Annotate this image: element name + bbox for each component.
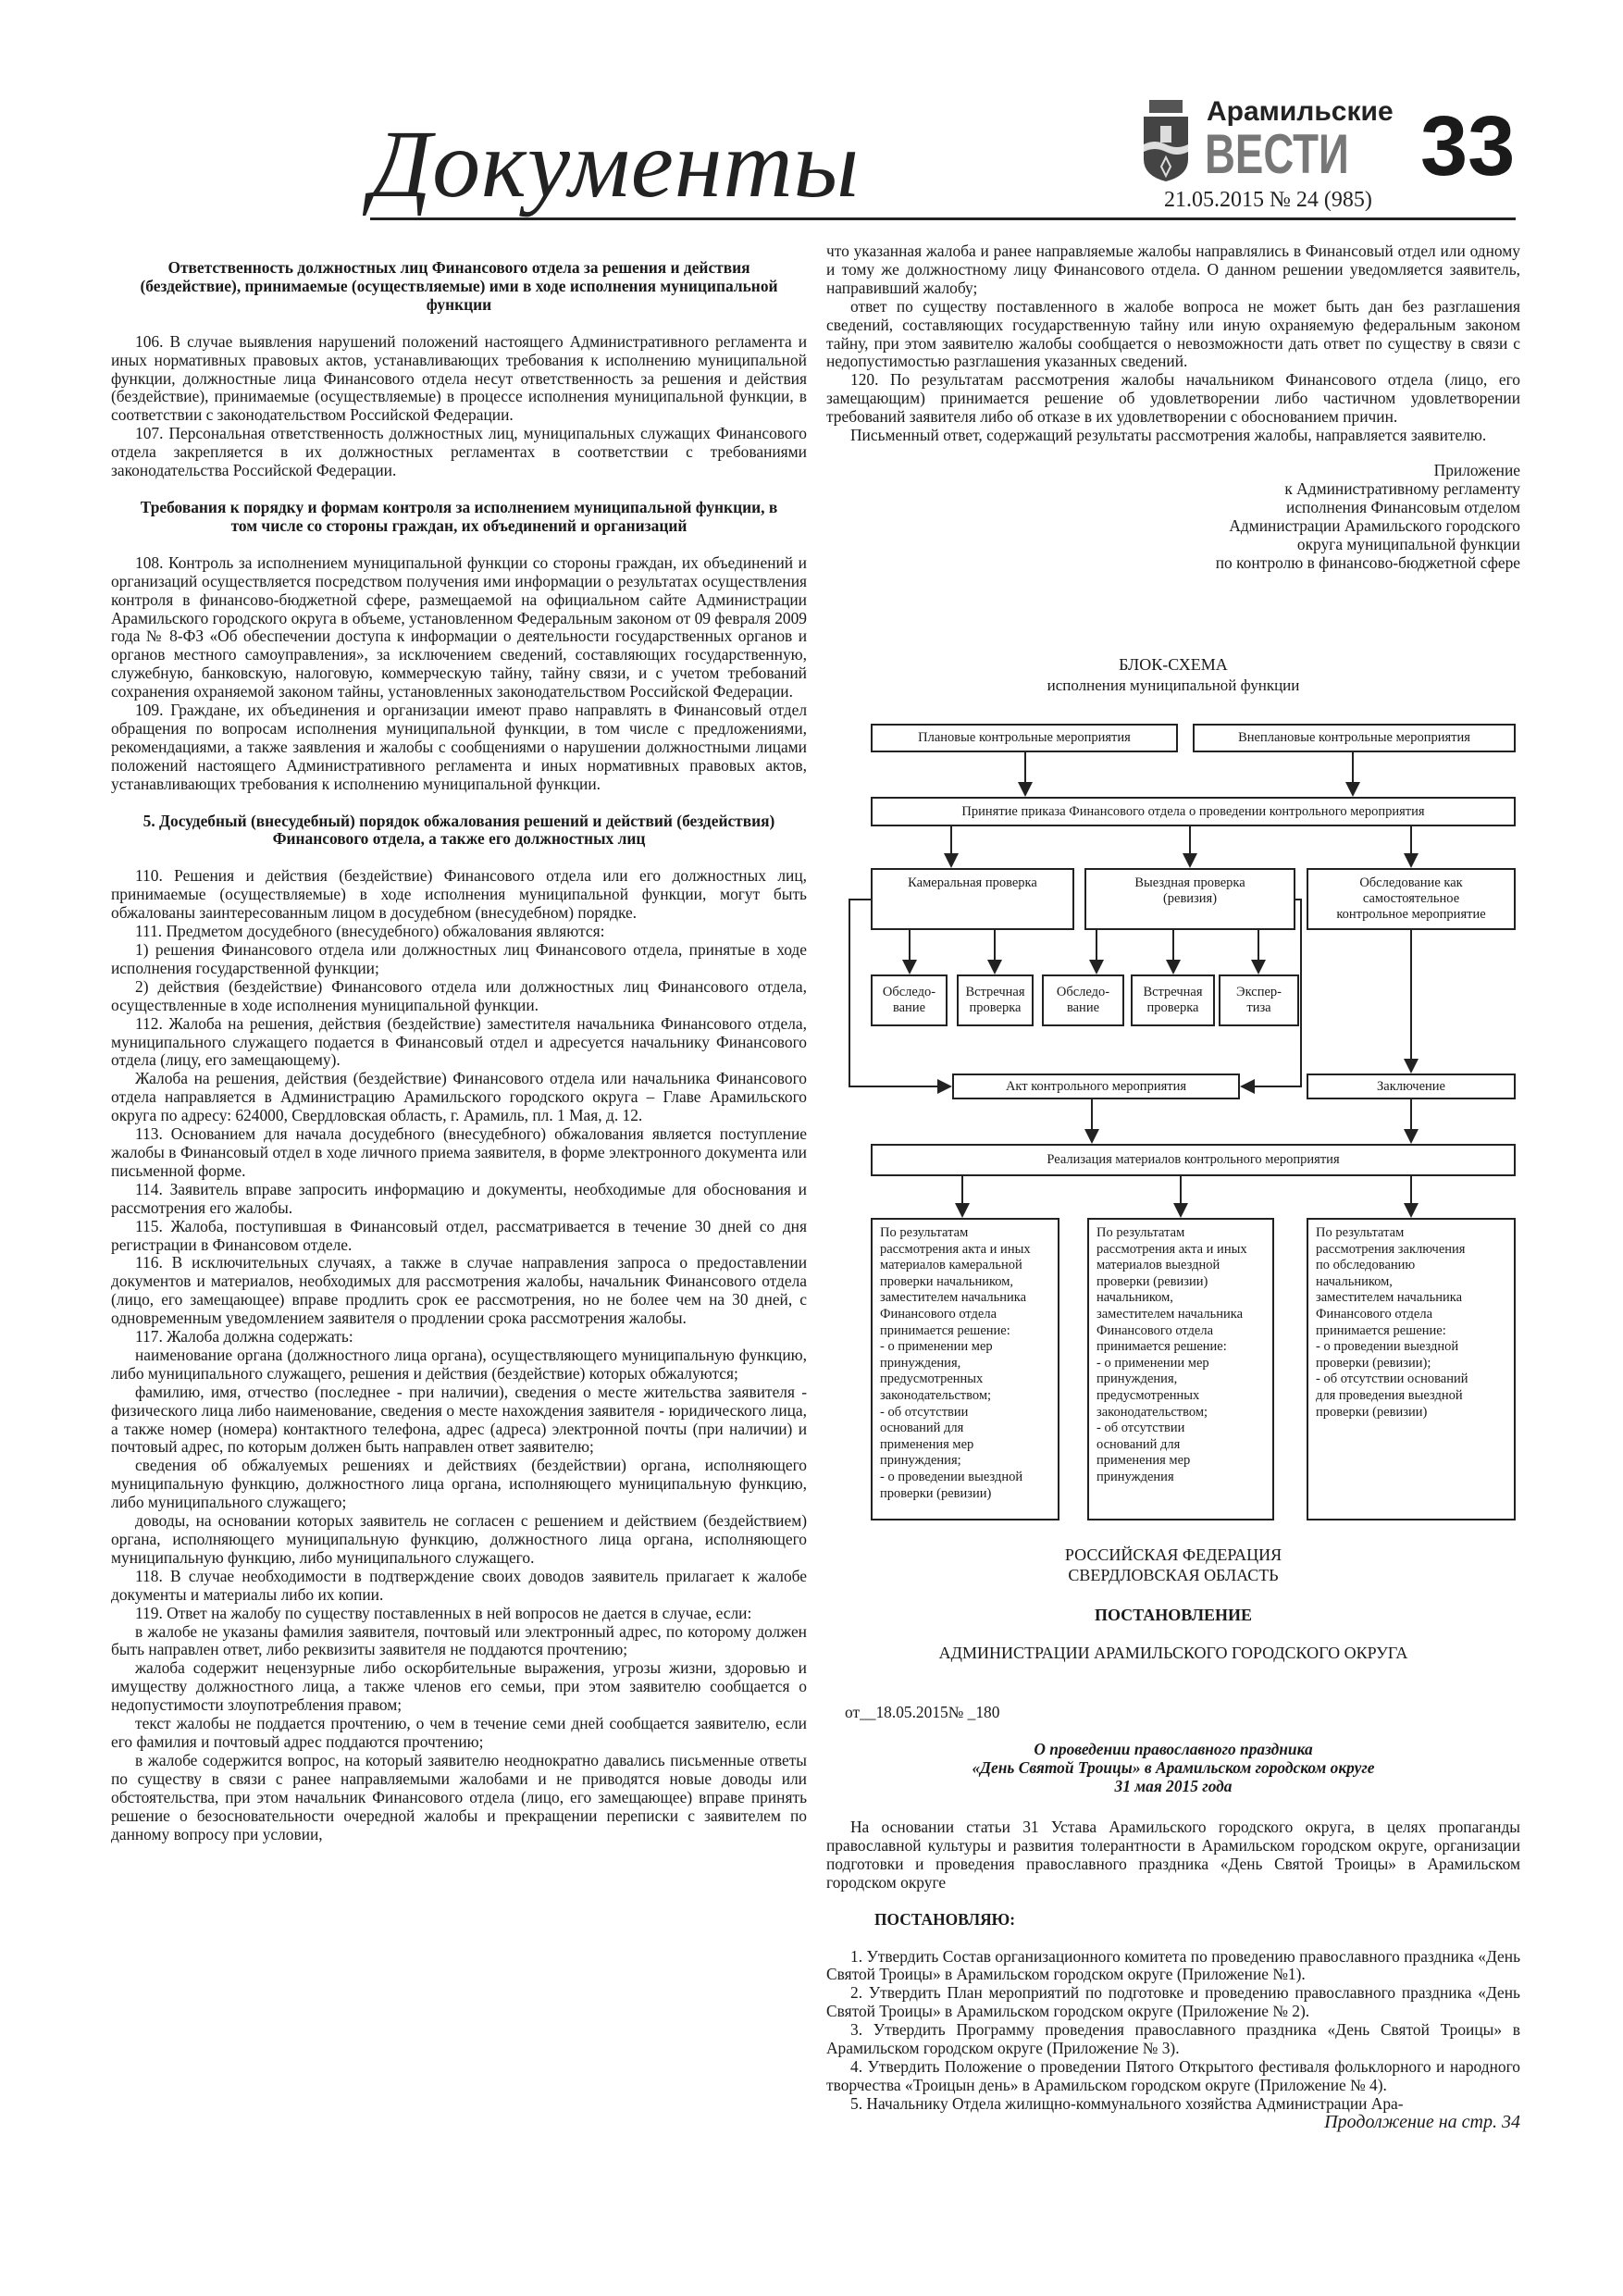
decree-type: ПОСТАНОВЛЕНИЕ — [1094, 1606, 1253, 1624]
decree-country: РОССИЙСКАЯ ФЕДЕРАЦИЯ — [1064, 1545, 1282, 1564]
section-title: Документы — [370, 111, 861, 217]
paragraph: 119. Ответ на жалобу по существу поставленных в ней вопросов не дается в случае, если: — [135, 1603, 752, 1622]
paragraph: 107. Персональная ответственность должностных лиц, муниципальных служащих Финансового отдела закрепляется в их должностных регламентах в соответствии с требованиями законодательства Российской Федерации. — [111, 424, 807, 480]
newspaper-name-line2: ВЕСТИ — [1205, 123, 1349, 185]
page-number: 33 — [1420, 99, 1516, 193]
box-result-field: По результатам рассмотрения акта и иных материалов выездной проверки (ревизии) начальником, заместителем начальника Финансового отдела принимается решение: - о применении мер принуждения, предусмотренных законодательством; - об отсутствии оснований для применения мер принуждения — [1087, 1218, 1274, 1520]
flowchart-subtitle: исполнения муниципальной функции — [1047, 676, 1300, 694]
box-survey: Обследование как самостоятельное контрольное мероприятие — [1307, 868, 1516, 930]
paragraph: Письменный ответ, содержащий результаты рассмотрения жалобы, направляется заявителю. — [850, 426, 1487, 445]
appendix-line: исполнения Финансовым отделом — [1286, 497, 1520, 516]
spacer — [111, 536, 807, 554]
paragraph: в жалобе содержится вопрос, на который заявителю неоднократно давались письменные ответы по существу в связи с ранее направляемыми жалобами и не приводятся новые доводы или обстоятельства, при этом начальник Финансового отдела (лицо, его замещающее) вправе принять решение о безосновательности очередной жалобы и прекращении переписки с заявителем по данному вопросу при условии, — [111, 1750, 807, 1843]
newspaper-logo — [1140, 98, 1408, 187]
paragraph: 109. Граждане, их объединения и организации имеют право направлять в Финансовый отдел обращения по вопросам исполнения муниципальной функции, в том числе с предложениями, рекомендациями, а также заявления и жалобы с сообщениями о нарушении должностными лицами положений настоящего Административного регламента и иных нормативных правовых актов, устанавливающих требования к исполнению муниципальной функции. — [111, 701, 807, 793]
box-field-audit: Выездная проверка (ревизия) — [1084, 868, 1295, 930]
paragraph: ответ по существу поставленного в жалобе вопроса не может быть дан без разглашения сведений, составляющих государственную тайну или иную охраняемую федеральным законом тайну, при этом заявителю жалобы сообщается о невозможности дать ответ по существу в связи с недопустимостью разглашения указанных сведений. — [826, 296, 1520, 371]
appendix-line: к Административному регламенту — [1284, 478, 1520, 498]
issue-info: 21.05.2015 № 24 (985) — [1164, 188, 1372, 212]
decree-title-line: «День Святой Троицы» в Арамильском городском округе — [972, 1758, 1375, 1777]
right-column-top — [826, 242, 1520, 572]
box-order: Принятие приказа Финансового отдела о проведении контрольного мероприятия — [871, 797, 1516, 826]
box-planned: Плановые контрольные мероприятия — [871, 724, 1178, 752]
box-conclusion: Заключение — [1307, 1074, 1516, 1099]
spacer — [111, 849, 807, 867]
appendix-line: по контролю в финансово-бюджетной сфере — [1215, 552, 1520, 572]
paragraph: 106. В случае выявления нарушений положений настоящего Административного регламента и иных нормативных правовых актов, устанавливающих требования к исполнению муниципальной функции, должностные лица Финансового отдела несут ответственность за решения и действия (бездействие), принимаемые (осуществляемые) в процессе исполнения муниципальной функции, в соответствии с законодательством Российской Федерации. — [111, 331, 807, 425]
decree-item: 2. Утвердить План мероприятий по подготовке и проведению православного праздника «День Святой Троицы» в Арамильском городском округе (Приложение № 2). — [826, 1983, 1520, 2021]
spacer — [111, 315, 807, 333]
continued-note: Продолжение на стр. 34 — [1324, 2111, 1520, 2132]
box-result-survey: По результатам рассмотрения заключения по обследованию начальником, заместителем начальника Финансового отдела принимается решение: - о проведении выездной проверки (ревизии); - об отсутствии оснований для проведения выездной проверки (ревизии) — [1307, 1218, 1516, 1520]
flowchart-title: БЛОК-СХЕМА — [1119, 655, 1228, 674]
paragraph: Жалоба на решения, действия (бездействие) Финансового отдела или начальника Финансового отдела направляется в Администрацию Арамильского городского округа – Главе Арамильского округа по адресу: 624000, Свердловская область, г. Арамиль, пл. 1 Мая, д. 12. — [111, 1069, 807, 1125]
appendix-line: Администрации Арамильского городского — [1229, 515, 1520, 535]
decree-item: 3. Утвердить Программу проведения православного праздника «День Святой Троицы» в Арамильском городском округе (Приложение № 3). — [826, 2020, 1520, 2058]
paragraph: в жалобе не указаны фамилия заявителя, почтовый или электронный адрес, по которому должен быть направлен ответ, либо реквизиты заявителя не поддаются прочтению; — [111, 1621, 807, 1659]
decree-date-number: от__18.05.2015№ _180 — [845, 1703, 1000, 1721]
box-sub-counter-check: Встречная проверка — [1131, 974, 1215, 1026]
decree-region: СВЕРДЛОВСКАЯ ОБЛАСТЬ — [1068, 1566, 1279, 1584]
paragraph: фамилию, имя, отчество (последнее - при наличии), сведения о месте жительства заявителя - физического лица либо наименование, сведения о месте нахождения заявителя - юридического лица, а также номер (номера) контактного телефона, адрес (адреса) электронной почты (при наличии) и почтовый адрес, по которым должен быть направлен ответ заявителю; — [111, 1382, 807, 1457]
box-unplanned: Внеплановые контрольные мероприятия — [1193, 724, 1516, 752]
paragraph: жалоба содержит нецензурные либо оскорбительные выражения, угрозы жизни, здоровью и имуществу должностного лица, а также членов его семьи, при этом заявителю сообщается о недопустимости злоупотребления правом; — [111, 1658, 807, 1715]
paragraph: текст жалобы не поддается прочтению, о чем в течение семи дней сообщается заявителю, если его фамилия и почтовый адрес поддаются прочтению; — [111, 1714, 807, 1751]
decree-preamble: На основании статьи 31 Устава Арамильского городского округа, в целях пропаганды православной культуры и развития толерантности в Арамильском городском округе, организации подготовки и проведения православного праздника «День Святой Троицы» в Арамильском городском округе — [826, 1818, 1520, 1892]
paragraph: 116. В исключительных случаях, а также в случае направления запроса о предоставлении документов и материалов, необходимых для рассмотрения жалобы, начальник Финансового отдела (лицо, его замещающее) вправе продлить срок ее рассмотрения, но не более чем на 30 дней, с одновременным уведомлением заявителя о продлении срока рассмотрения жалобы. — [111, 1253, 807, 1328]
paragraph: 112. Жалоба на решения, действия (бездействие) заместителя начальника Финансового отдела, муниципального служащего подается в Финансовый отдел и адресуется начальнику Финансового отдела (лицу, его замещающему). — [111, 1013, 807, 1070]
paragraph: 2) действия (бездействие) Финансового отдела или должностных лиц Финансового отдела, осуществленные в ходе исполнения муниципальной функции. — [111, 976, 807, 1014]
paragraph: 113. Основанием для начала досудебного (внесудебного) обжалования является поступление жалобы в Финансовый отдел в ходе личного приема заявителя, в форме электронного документа или письменной форме. — [111, 1124, 807, 1180]
paragraph: 114. Заявитель вправе запросить информацию и документы, необходимые для обоснования и рассмотрения его жалобы. — [111, 1179, 807, 1217]
box-result-desk: По результатам рассмотрения акта и иных материалов камеральной проверки начальником, заместителем начальника Финансового отдела принимается решение: - о применении мер принуждения, предусмотренных законодательством; - об отсутствии оснований для применения мер принуждения; - о проведении выездной проверки (ревизии) — [871, 1218, 1059, 1520]
paragraph: сведения об обжалуемых решениях и действиях (бездействии) органа, исполняющего муниципальную функцию, должностного лица органа, исполняющего муниципальную функцию, либо муниципального служащего; — [111, 1456, 807, 1512]
box-implementation: Реализация материалов контрольного мероприятия — [871, 1144, 1516, 1176]
paragraph: доводы, на основании которых заявитель не согласен с решением и действием (бездействием) органа, исполняющего муниципальную функцию, должностного лица органа, исполняющего муниципальную функцию, либо муниципального служащего. — [111, 1511, 807, 1567]
paragraph: 110. Решения и действия (бездействие) Финансового отдела или его должностных лиц, принимаемые (осуществляемые) в ходе исполнения муниципальной функции, могут быть обжалованы заинтересованным лицом в досудебном (внесудебном) порядке. — [111, 866, 807, 923]
paragraph: 108. Контроль за исполнением муниципальной функции со стороны граждан, их объединений и организаций осуществляется посредством получения ими информации о результатах осуществления контроля в финансово-бюджетной сфере, размещаемой на официальном сайте Администрации Арамильского городского округа в объеме, установленном Федеральным законом от 09 февраля 2009 года № 8-ФЗ «Об обеспечении доступа к информации о деятельности государственных органов и органов местного самоуправления», за исключением сведений, составляющих государственную, служебную, банковскую, налоговую, коммерческую тайну, тайну связи, и с учетом требований сохранения охраняемой законом тайны, установленных законодательством Российской Федерации. — [111, 552, 807, 701]
decree-item: 4. Утвердить Положение о проведении Пятого Открытого фестиваля фольклорного и народного творчества «Троицын день» в Арамильском городском округе (Приложение № 4). — [826, 2056, 1520, 2094]
header-rule — [370, 217, 1516, 220]
decree-title-line: 31 мая 2015 года — [1114, 1777, 1233, 1795]
spacer — [111, 480, 807, 499]
appendix-line: Приложение — [1433, 460, 1520, 479]
box-sub-survey: Обследо-вание — [871, 974, 948, 1026]
box-sub-survey: Обследо-вание — [1042, 974, 1124, 1026]
decree-title-line: О проведении православного праздника — [1034, 1740, 1313, 1758]
newspaper-name-line1: Арамильские — [1207, 96, 1394, 127]
appendix-line: округа муниципальной функции — [1296, 534, 1520, 553]
paragraph: 118. В случае необходимости в подтверждение своих доводов заявитель прилагает к жалобе документы и материалы либо их копии. — [111, 1566, 807, 1604]
appendix-block — [1064, 462, 1520, 572]
spacer — [111, 794, 807, 813]
paragraph: 111. Предметом досудебного (внесудебного) обжалования являются: — [135, 922, 605, 941]
paragraph: 120. По результатам рассмотрения жалобы начальником Финансового отдела (лицо, его замещающим) принимается решение об удовлетворении либо частичном удовлетворении требований заявителя либо об отказе в их удовлетворении с обоснованием причин. — [826, 370, 1520, 427]
left-column — [111, 259, 807, 1843]
section-heading: Требования к порядку и формам контроля за исполнением муниципальной функции, в том числе со стороны граждан, их объединений и организаций — [140, 497, 778, 535]
coat-of-arms-icon — [1140, 98, 1192, 183]
box-sub-expertise: Экспер-тиза — [1219, 974, 1299, 1026]
decree-issuer: АДМИНИСТРАЦИИ АРАМИЛЬСКОГО ГОРОДСКОГО ОКРУГА — [938, 1644, 1408, 1662]
decree-item: 5. Начальнику Отдела жилищно-коммунального хозяйства Администрации Ара- — [850, 2093, 1404, 2113]
box-desk-audit: Камеральная проверка — [871, 868, 1074, 930]
paragraph: наименование органа (должностного лица органа), осуществляющего муниципальную функцию, либо муниципального служащего, решения и действия (бездействие) которых обжалуются; — [111, 1345, 807, 1383]
decree-item: 1. Утвердить Состав организационного комитета по проведению православного праздника «День Святой Троицы» в Арамильском городском округе (Приложение №1). — [826, 1946, 1520, 1984]
paragraph: 117. Жалоба должна содержать: — [135, 1327, 353, 1347]
paragraph: 1) решения Финансового отдела или должностных лиц Финансового отдела, принятые в ходе исполнения государственной функции; — [111, 940, 807, 977]
box-sub-counter-check: Встречная проверка — [957, 974, 1034, 1026]
decree-resolve: ПОСТАНОВЛЯЮ: — [874, 1909, 1015, 1929]
decree-title — [826, 1740, 1520, 1795]
right-column — [826, 242, 1520, 445]
decree-body — [826, 1818, 1520, 2132]
paragraph: 115. Жалоба, поступившая в Финансовый отдел, рассматривается в течение 30 дней со дня регистрации в Финансовом отделе. — [111, 1216, 807, 1254]
paragraph: что указанная жалоба и ранее направляемые жалобы направлялись в Финансовый отдел или одному и тому же должностному лицу Финансового отдела. О данном решении уведомляется заявитель, направивший жалобу; — [826, 242, 1520, 297]
box-act: Акт контрольного мероприятия — [952, 1074, 1240, 1099]
section-heading: Ответственность должностных лиц Финансового отдела за решения и действия (бездействие), принимаемые (осуществляемые) ими в ходе исполнения муниципальной функции — [140, 258, 778, 314]
section-heading: 5. Досудебный (внесудебный) порядок обжалования решений и действий (бездействия) Финансового отдела, а также его должностных лиц — [142, 811, 775, 849]
